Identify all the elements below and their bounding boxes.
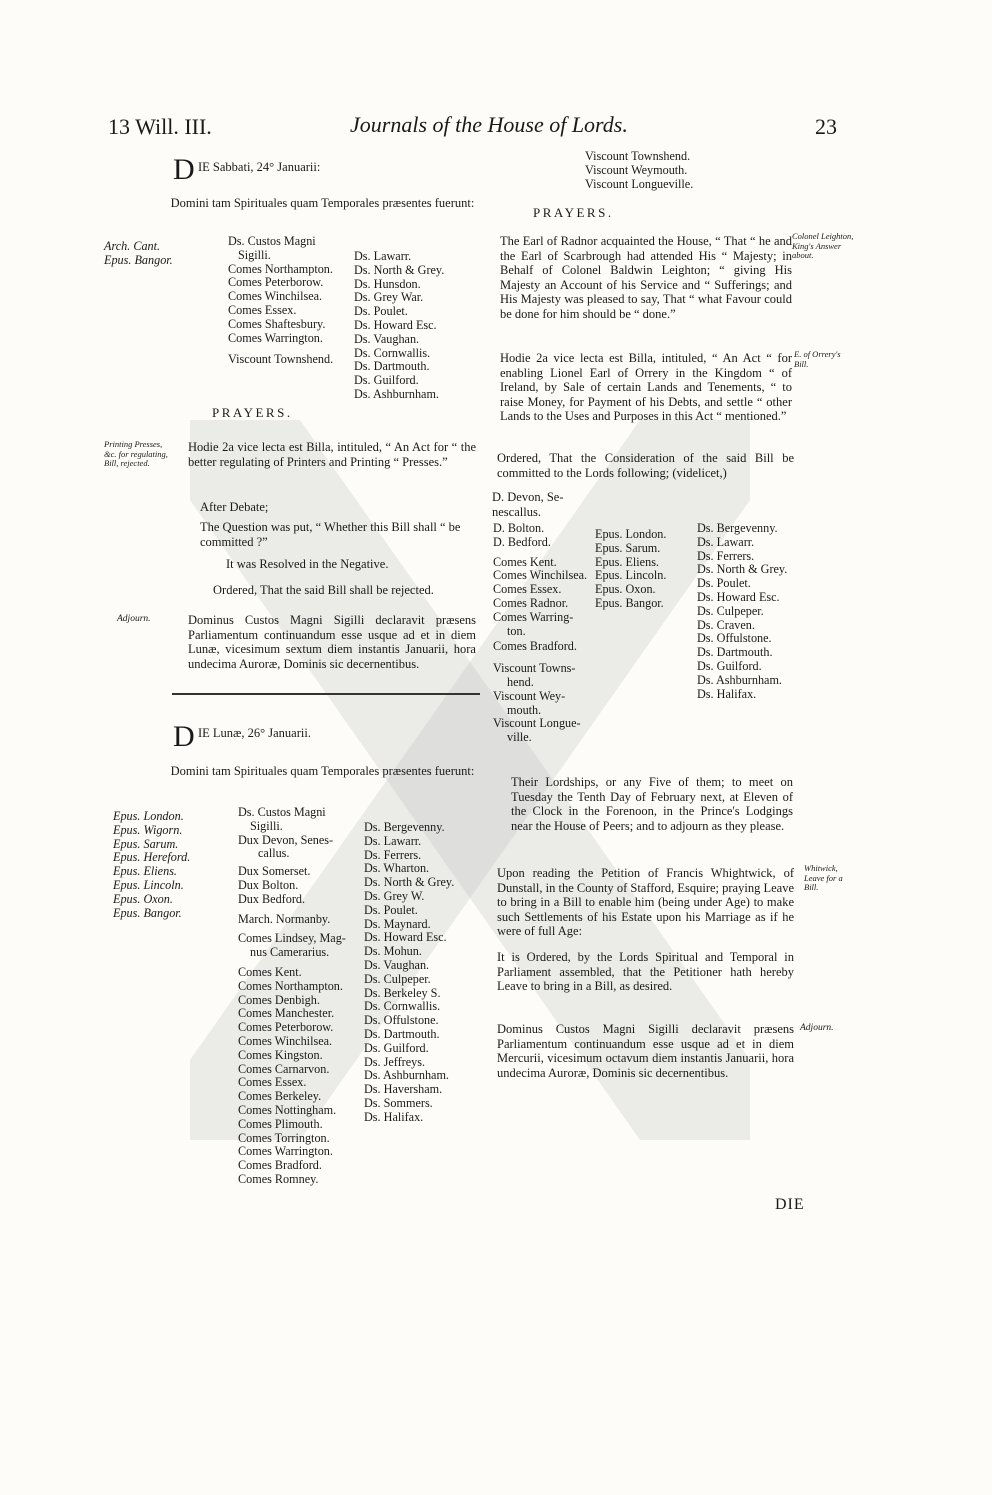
- header-title: Journals of the House of Lords.: [350, 112, 628, 137]
- list-item: Comes Northampton.: [238, 978, 343, 993]
- day1-title: IE Sabbati, 24° Januarii:: [198, 160, 321, 174]
- list-item: Ds. Vaughan.: [354, 331, 420, 346]
- list-item: Ds. Dartmouth.: [697, 645, 773, 660]
- list-item: Ds. North & Grey.: [364, 875, 455, 890]
- day2-list-spiritual: [113, 810, 190, 920]
- list-item: Epus. Lincoln.: [595, 568, 667, 583]
- list-item: Ds. North & Grey.: [697, 562, 788, 577]
- radnor-text: The Earl of Radnor acquainted the House, “ That “ he and the Earl of Scarbrough had attended His “ Majesty; in Behalf of Colonel Baldwin Leighton; “ giving His Majesty an Account of his Service and “ Sufferings; and His Majesty was pleased to say, That “ what Favour could be done for him should be “ done.”: [500, 234, 792, 321]
- committee-head: D. Devon, Se- nescallus.: [492, 490, 564, 519]
- list-item: Comes Torrington.: [238, 1130, 330, 1145]
- margin-note-adjourn-right: Adjourn.: [800, 1023, 834, 1033]
- list-item: Comes Kingston.: [238, 1047, 323, 1062]
- list-item: Ds. Vaughan.: [364, 957, 430, 972]
- list-item: Ds. Wharton.: [364, 861, 430, 876]
- list-item: Viscount Longueville.: [585, 176, 694, 191]
- list-item: Viscount Longue-: [493, 716, 581, 731]
- dropcap-day1: D: [173, 153, 195, 186]
- list-item: Dux Devon, Senes-: [238, 832, 334, 847]
- list-item: Sigilli.: [250, 818, 283, 833]
- list-item: Dux Somerset.: [238, 864, 311, 879]
- list-item: Comes Warrington.: [238, 1144, 333, 1159]
- list-item: D. Bolton.: [493, 521, 545, 535]
- list-item: Ds. Hunsdon.: [354, 276, 421, 291]
- list-item: D. Bedford.: [493, 534, 551, 549]
- list-item: Comes Plimouth.: [238, 1116, 323, 1131]
- list-item: Comes Winchilsea.: [493, 568, 588, 583]
- list-item: Epus. Eliens.: [113, 864, 177, 879]
- list-item: Ds. Lawarr.: [354, 249, 412, 263]
- list-item: Ds. Grey W.: [364, 888, 425, 903]
- list-item: Dux Bedford.: [238, 891, 306, 906]
- list-item: Comes Kent.: [493, 554, 557, 569]
- day1-list-spiritual: [104, 240, 173, 268]
- list-item: Comes Winchilsea.: [238, 1033, 333, 1048]
- list-item: Ds. Custos Magni: [228, 234, 316, 248]
- list-item: ton.: [507, 623, 526, 638]
- question-text: The Question was put, “ Whether this Bill shall “ be committed ?”: [200, 520, 461, 549]
- header-session: 13 Will. III.: [108, 114, 212, 139]
- list-item: Epus. London.: [113, 809, 184, 823]
- list-item: Ds. Jeffreys.: [364, 1054, 426, 1069]
- list-item: Comes Carnarvon.: [238, 1061, 330, 1076]
- list-item: Epus. Sarum.: [595, 540, 661, 555]
- list-item: Ds. North & Grey.: [354, 262, 445, 277]
- day2-list-temporal-2: [364, 821, 454, 1125]
- list-item: Ds. Ashburnham.: [364, 1068, 449, 1083]
- right-top-list: [585, 150, 693, 191]
- list-item: Epus. Wigorn.: [113, 822, 183, 837]
- list-item: Epus. London.: [595, 527, 667, 541]
- list-item: Ds. Lawarr.: [364, 833, 422, 848]
- list-item: Viscount Towns-: [493, 661, 576, 676]
- list-item: Ds. Offulstone.: [697, 631, 772, 646]
- margin-note-whitwick: Whitwick, Leave for a Bill.: [804, 863, 843, 892]
- ordered-leave-text: It is Ordered, by the Lords Spiritual and Temporal in Parliament assembled, that the Petitioner hath hereby Leave to bring in a Bill, as desired.: [497, 950, 794, 993]
- margin-note-leighton: Colonel Leighton, King's Answer about.: [792, 231, 854, 260]
- list-item: Comes Nottingham.: [238, 1102, 337, 1117]
- orrery-text: Hodie 2a vice lecta est Billa, intituled, “ An Act “ for enabling Lionel Earl of Orrery in the Kingdom “ of Ireland, by Sale of certain Lands and Tenements, “ to raise Money, for Payment of his Debts, and settle “ other Lands to the Uses and Purposes in this Act “ mentioned.”: [500, 351, 792, 423]
- list-item: Ds. Dartmouth.: [354, 359, 430, 374]
- list-item: Ds. Guilford.: [697, 658, 762, 673]
- ordered-rejected: Ordered, That the said Bill shall be rejected.: [213, 583, 434, 597]
- day2-title: IE Lunæ, 26° Januarii.: [198, 726, 311, 740]
- committee-list-2: [595, 528, 666, 611]
- list-item: Ds. Howard Esc.: [354, 317, 437, 332]
- list-item: Ds. Ferrers.: [697, 548, 755, 563]
- list-item: Ds. Howard Esc.: [697, 589, 780, 604]
- list-item: Epus. Hereford.: [113, 850, 191, 865]
- list-item: Comes Shaftesbury.: [228, 316, 326, 331]
- list-item: Viscount Townshend.: [228, 352, 334, 367]
- list-item: Ds. Poulet.: [697, 576, 751, 591]
- list-item: Comes Kent.: [238, 964, 302, 979]
- list-item: Comes Essex.: [238, 1075, 307, 1090]
- section-divider: [172, 693, 480, 695]
- list-item: Ds. Culpeper.: [697, 603, 764, 618]
- list-item: Viscount Wey-: [493, 688, 566, 703]
- after-debate: After Debate;: [200, 500, 269, 514]
- list-item: Ds. Halifax.: [697, 686, 757, 701]
- list-item: Comes Essex.: [493, 582, 562, 597]
- list-item: Sigilli.: [238, 247, 271, 262]
- list-item: Comes Winchilsea.: [228, 289, 323, 304]
- list-item: Comes Denbigh.: [238, 992, 320, 1007]
- list-item: Epus. Oxon.: [113, 891, 173, 906]
- list-item: Epus. Bangor.: [104, 252, 173, 267]
- day1-domini: Domini tam Spirituales quam Temporales præsentes fuerunt:: [170, 196, 475, 210]
- list-item: Ds. Bergevenny.: [697, 521, 778, 535]
- ordered-committed: Ordered, That the Consideration of the said Bill be committed to the Lords following; (videlicet,): [497, 451, 794, 480]
- list-item: Dux Bolton.: [238, 877, 299, 892]
- catchword: DIE: [775, 1196, 805, 1213]
- list-item: Comes Warring-: [493, 609, 574, 624]
- list-item: Comes Lindsey, Mag-: [238, 931, 346, 946]
- day1-list-temporal-2: [354, 250, 444, 402]
- dropcap-day2: D: [173, 720, 195, 753]
- list-item: Ds. Sommers.: [364, 1095, 433, 1110]
- list-item: mouth.: [507, 702, 542, 717]
- list-item: Ds. Maynard.: [364, 916, 431, 931]
- list-item: Comes Northampton.: [228, 261, 333, 276]
- list-item: Ds. Cornwallis.: [364, 999, 441, 1014]
- list-item: Epus. Bangor.: [595, 595, 664, 610]
- list-item: Viscount Weymouth.: [585, 162, 688, 177]
- list-item: Ds. Halifax.: [364, 1109, 424, 1124]
- list-item: Ds. Poulet.: [364, 902, 418, 917]
- right-adjourn-text: Dominus Custos Magni Sigilli declaravit præsens Parliamentum continuandum esse usque ad et in diem Mercurii, vicesimum octavum diem instantis Januarii, hora undecima Auroræ, Dominis sic decernentibus.: [497, 1022, 794, 1080]
- list-item: Ds. Poulet.: [354, 304, 408, 319]
- list-item: Ds. Mohun.: [364, 944, 422, 959]
- margin-note-printing: Printing Presses, &c. for regulating, Bill, rejected.: [104, 439, 168, 468]
- list-item: Ds. Haversham.: [364, 1082, 443, 1097]
- printing-bill-text: Hodie 2a vice lecta est Billa, intituled, “ An Act for “ the better regulating of Printers and Printing “ Presses.”: [188, 440, 476, 469]
- list-item: Ds. Lawarr.: [697, 534, 755, 549]
- list-item: Comes Manchester.: [238, 1006, 335, 1021]
- list-item: Ds. Dartmouth.: [364, 1026, 440, 1041]
- margin-note-orrery: E. of Orrery's Bill.: [794, 349, 841, 369]
- list-item: Comes Peterborow.: [238, 1020, 334, 1035]
- right-prayers-heading: PRAYERS.: [533, 205, 614, 220]
- list-item: Ds. Guilford.: [354, 373, 419, 388]
- list-item: Ds. Ashburnham.: [354, 386, 439, 401]
- list-item: Ds. Bergevenny.: [364, 820, 445, 834]
- list-item: callus.: [258, 846, 290, 861]
- list-item: Ds. Culpeper.: [364, 971, 431, 986]
- resolved-text: It was Resolved in the Negative.: [226, 557, 389, 571]
- list-item: Ds. Craven.: [697, 617, 755, 632]
- list-item: Comes Bradford.: [493, 639, 577, 654]
- list-item: Comes Berkeley.: [238, 1089, 322, 1104]
- list-item: Comes Radnor.: [493, 595, 569, 610]
- list-item: Epus. Bangor.: [113, 905, 182, 920]
- day2-domini: Domini tam Spirituales quam Temporales præsentes fuerunt:: [170, 764, 475, 778]
- list-item: hend.: [507, 674, 534, 689]
- list-item: Ds. Custos Magni: [238, 805, 326, 819]
- committee-list-3: [697, 522, 787, 701]
- list-item: Comes Warrington.: [228, 330, 323, 345]
- list-item: Viscount Townshend.: [585, 149, 691, 163]
- margin-note-adjourn: Adjourn.: [117, 614, 151, 624]
- list-item: ville.: [507, 730, 532, 745]
- list-item: Ds. Ashburnham.: [697, 672, 782, 687]
- committee-list-1: [493, 522, 587, 745]
- list-item: March. Normanby.: [238, 911, 331, 926]
- day1-prayers-heading: PRAYERS.: [212, 405, 293, 420]
- list-item: Ds. Cornwallis.: [354, 345, 431, 360]
- list-item: Arch. Cant.: [104, 239, 161, 253]
- day1-adjourn-text: Dominus Custos Magni Sigilli declaravit præsens Parliamentum continuandum esse usque ad et in diem Lunæ, vicesimum sextum diem instantis Januarii, hora undecima Auroræ, Dominis sic decernentibus.: [188, 613, 476, 671]
- list-item: Comes Essex.: [228, 302, 297, 317]
- list-item: Epus. Sarum.: [113, 836, 179, 851]
- list-item: nus Camerarius.: [250, 945, 330, 960]
- list-item: Comes Romney.: [238, 1171, 319, 1186]
- list-item: Ds. Guilford.: [364, 1040, 429, 1055]
- list-item: Ds. Grey War.: [354, 290, 424, 305]
- lordships-text: Their Lordships, or any Five of them; to meet on Tuesday the Tenth Day of February next, at Eleven of the Clock in the Forenoon, in the Prince's Lodgings near the House of Peers; and to adjourn as they please.: [511, 775, 793, 833]
- day1-list-temporal-1: [228, 235, 333, 367]
- list-item: Comes Bradford.: [238, 1158, 322, 1173]
- list-item: Ds. Ferrers.: [364, 847, 422, 862]
- day2-list-temporal-1: [238, 806, 346, 1187]
- list-item: Ds. Berkeley S.: [364, 985, 441, 1000]
- list-item: Ds. Howard Esc.: [364, 930, 447, 945]
- petition-text: Upon reading the Petition of Francis Whightwick, of Dunstall, in the County of Stafford, Esquire; praying Leave to bring in a Bill to enable him (being under Age) to make such Settlements of his Estate upon his Marriage as if he were of full Age:: [497, 866, 794, 938]
- list-item: Ds. Offulstone.: [364, 1013, 439, 1028]
- list-item: Epus. Lincoln.: [113, 877, 184, 892]
- list-item: Epus. Oxon.: [595, 582, 656, 597]
- list-item: Comes Peterborow.: [228, 275, 324, 290]
- list-item: Epus. Eliens.: [595, 554, 659, 569]
- page-number: 23: [815, 114, 837, 139]
